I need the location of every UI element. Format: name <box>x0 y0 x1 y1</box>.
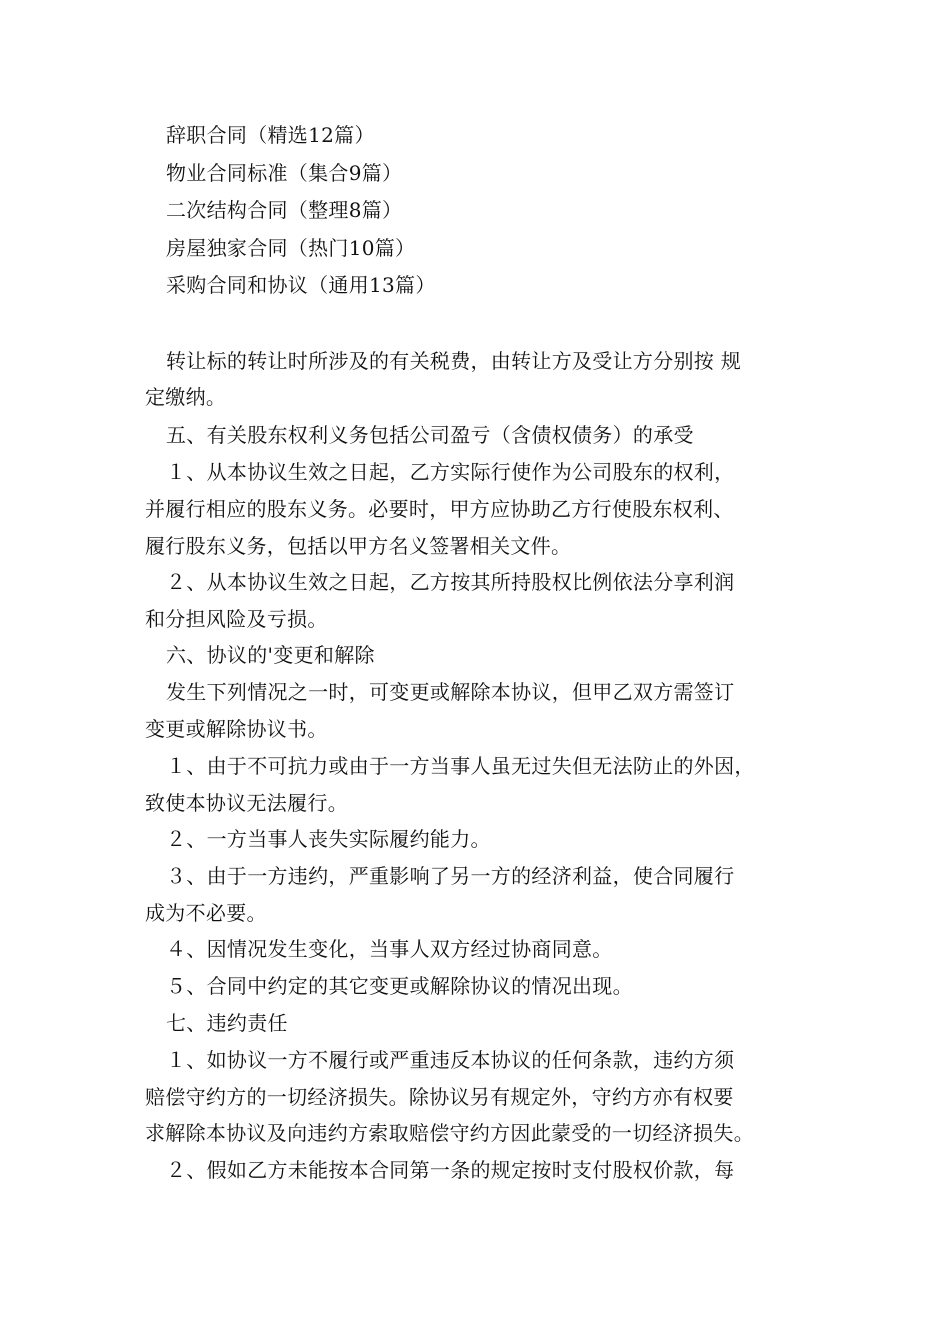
paragraph-line: 成为不必要。 <box>145 901 267 925</box>
paragraph-line: ３、由于一方违约，严重影响了另一方的经济利益，使合同履行 <box>166 864 735 888</box>
paragraph-line: 赔偿守约方的一切经济损失。除协议另有规定外，守约方亦有权要 <box>145 1085 734 1109</box>
section-heading: 七、违约责任 <box>166 1011 288 1035</box>
paragraph-line: ２、假如乙方未能按本合同第一条的规定按时支付股权价款，每 <box>166 1158 735 1182</box>
paragraph-line: １、如协议一方不履行或严重违反本协议的任何条款，违约方须 <box>166 1048 735 1072</box>
paragraph-line: ４、因情况发生变化，当事人双方经过协商同意。 <box>166 937 613 961</box>
paragraph-line: 转让标的转让时所涉及的有关税费，由转让方及受让方分别按 规 <box>166 349 742 373</box>
paragraph-line: 求解除本协议及向违约方索取赔偿守约方因此蒙受的一切经济损失。 <box>145 1121 754 1145</box>
paragraph-line: １、从本协议生效之日起，乙方实际行使作为公司股东的权利， <box>166 460 735 484</box>
paragraph-line: 定缴纳。 <box>145 385 227 409</box>
section-heading: 六、协议的'变更和解除 <box>166 643 375 667</box>
section-heading: 五、有关股东权利义务包括公司盈亏（含债权债务）的承受 <box>166 423 694 447</box>
paragraph-line: 致使本协议无法履行。 <box>145 791 348 815</box>
paragraph-line: ２、从本协议生效之日起，乙方按其所持股权比例依法分享利润 <box>166 570 735 594</box>
related-link-4[interactable]: 房屋独家合同（热门10篇） <box>166 236 416 260</box>
paragraph-line: 变更或解除协议书。 <box>145 717 328 741</box>
paragraph-line: 和分担风险及亏损。 <box>145 607 328 631</box>
related-link-1[interactable]: 辞职合同（精选12篇） <box>166 123 375 147</box>
related-link-3[interactable]: 二次结构合同（整理8篇） <box>166 198 403 222</box>
related-link-5[interactable]: 采购合同和协议（通用13篇） <box>166 273 436 297</box>
paragraph-line: 并履行相应的股东义务。必要时，甲方应协助乙方行使股东权利、 <box>145 497 734 521</box>
paragraph-line: ２、一方当事人丧失实际履约能力。 <box>166 827 491 851</box>
paragraph-line: 发生下列情况之一时，可变更或解除本协议，但甲乙双方需签订 <box>166 680 735 704</box>
paragraph-line: 履行股东义务，包括以甲方名义签署相关文件。 <box>145 534 572 558</box>
paragraph-line: １、由于不可抗力或由于一方当事人虽无过失但无法防止的外因， <box>166 754 755 778</box>
paragraph-line: ５、合同中约定的其它变更或解除协议的情况出现。 <box>166 974 633 998</box>
related-link-2[interactable]: 物业合同标准（集合9篇） <box>166 161 403 185</box>
